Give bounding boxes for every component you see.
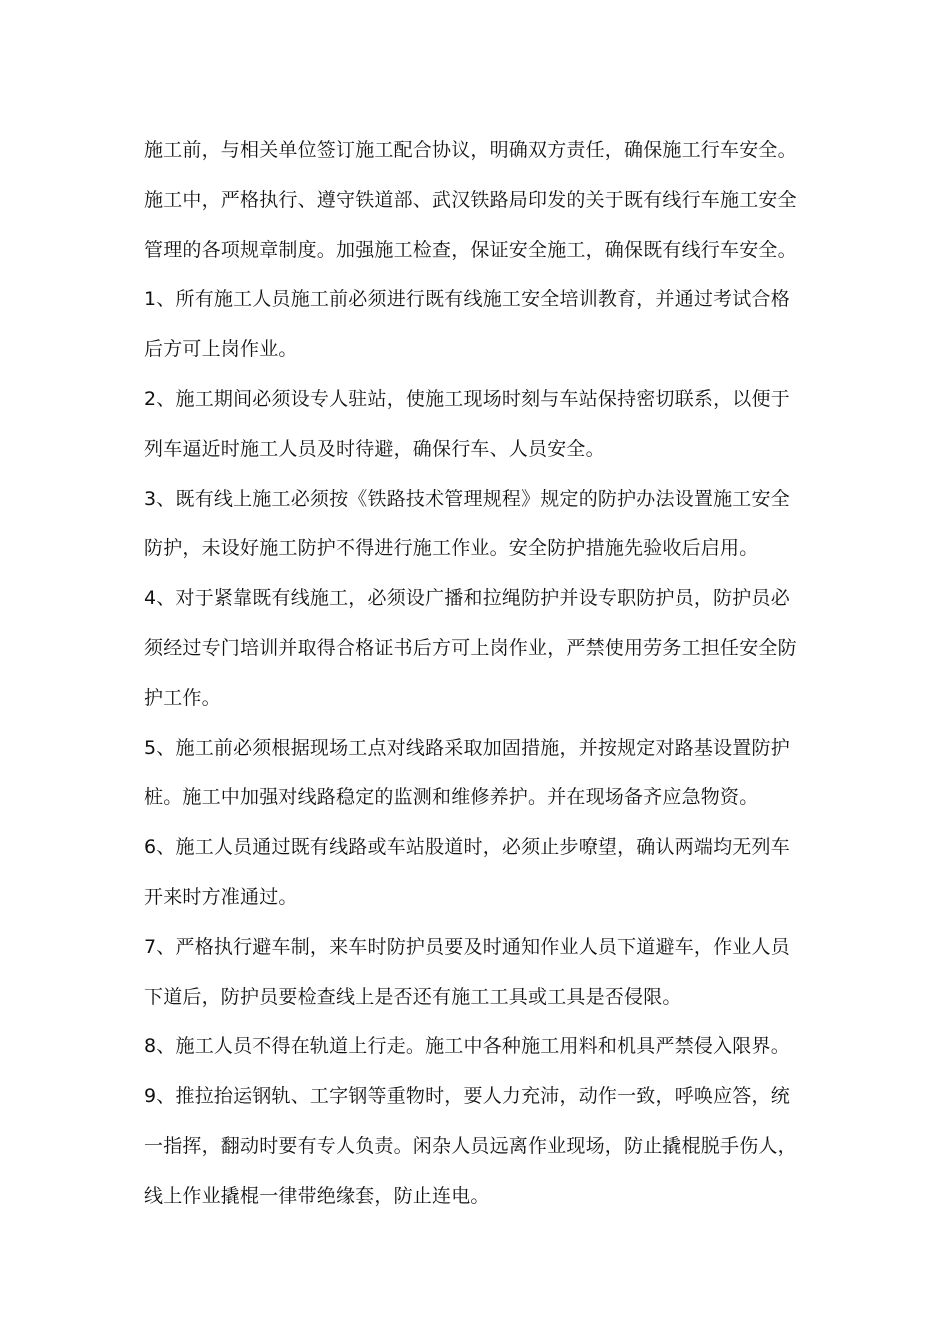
text-line: 防护，未设好施工防护不得进行施工作业。安全防护措施先验收后启用。 [144,537,759,560]
text-line: 下道后，防护员要检查线上是否还有施工工具或工具是否侵限。 [144,985,682,1008]
text-line: 护工作。 [144,686,221,709]
text-line: 7、严格执行避车制，来车时防护员要及时通知作业人员下道避车，作业人员 [144,935,790,958]
text-line: 5、施工前必须根据现场工点对线路采取加固措施，并按规定对路基设置防护 [144,736,790,759]
text-line: 1、所有施工人员施工前必须进行既有线施工安全培训教育，并通过考试合格 [144,288,790,311]
text-line: 管理的各项规章制度。加强施工检查，保证安全施工，确保既有线行车安全。 [144,238,797,261]
text-line: 施工中，严格执行、遵守铁道部、武汉铁路局印发的关于既有线行车施工安全 [144,188,797,211]
document-body [144,126,808,1222]
text-line: 9、推拉抬运钢轨、工字钢等重物时，要人力充沛，动作一致，呼唤应答，统 [144,1085,790,1108]
text-line: 后方可上岗作业。 [144,338,298,361]
text-line: 6、施工人员通过既有线路或车站股道时，必须止步嘹望，确认两端均无列车 [144,836,790,859]
text-line: 开来时方准通过。 [144,885,298,908]
text-line: 2、施工期间必须设专人驻站，使施工现场时刻与车站保持密切联系，以便于 [144,387,790,410]
text-line: 列车逼近时施工人员及时待避，确保行车、人员安全。 [144,437,605,460]
text-line: 须经过专门培训并取得合格证书后方可上岗作业，严禁使用劳务工担任安全防 [144,636,797,659]
text-line: 施工前，与相关单位签订施工配合协议，明确双方责任，确保施工行车安全。 [144,139,797,161]
text-line: 线上作业撬棍一律带绝缘套，防止连电。 [144,1184,490,1207]
text-line: 3、既有线上施工必须按《铁路技术管理规程》规定的防护办法设置施工安全 [144,487,790,510]
text-line: 一指挥，翻动时要有专人负责。闲杂人员远离作业现场，防止撬棍脱手伤人， [144,1134,797,1157]
text-line: 桩。施工中加强对线路稳定的监测和维修养护。并在现场备齐应急物资。 [144,786,759,809]
text-line: 8、施工人员不得在轨道上行走。施工中各种施工用料和机具严禁侵入限界。 [144,1035,790,1058]
text-line: 4、对于紧靠既有线施工，必须设广播和拉绳防护并设专职防护员，防护员必 [144,587,790,610]
